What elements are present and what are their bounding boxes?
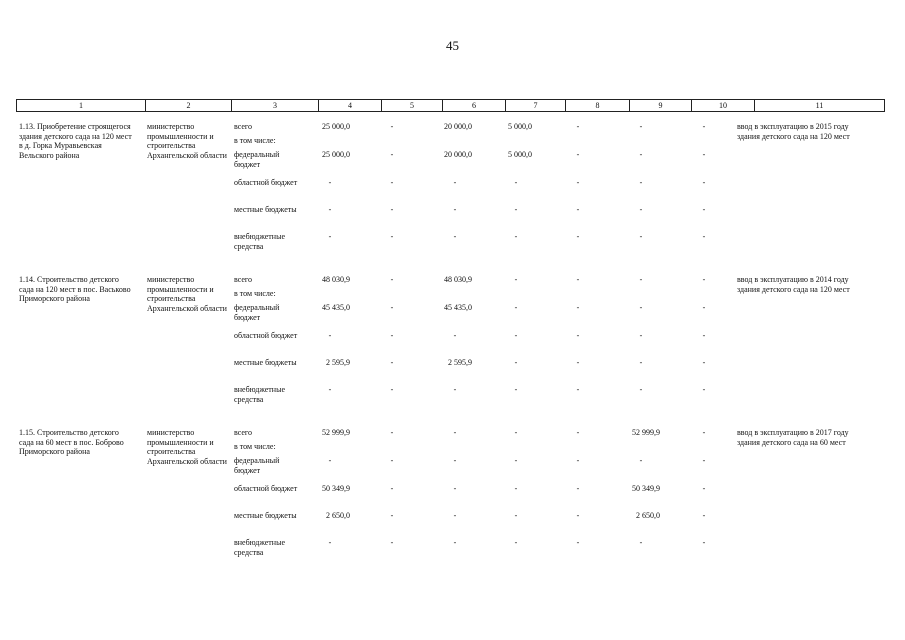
value-cell: 48 030,9 [444, 275, 472, 284]
value-cell: - [639, 275, 643, 284]
value-cell: - [576, 484, 580, 493]
column-header-3: 3 [231, 100, 318, 111]
value-cell: - [390, 385, 394, 394]
value-cell: - [702, 358, 706, 367]
value-cell: - [390, 538, 394, 547]
column-header-10: 10 [691, 100, 754, 111]
funding-source: областной бюджет [234, 484, 298, 493]
value-cell: - [328, 178, 332, 187]
value-cell: - [328, 205, 332, 214]
row-executor: министерство промышленности и строительства Архангельской области [147, 428, 227, 466]
value-cell: - [576, 331, 580, 340]
value-cell: - [390, 358, 394, 367]
value-cell: - [514, 484, 518, 493]
value-cell: 2 595,9 [448, 358, 472, 367]
value-cell: - [453, 484, 457, 493]
funding-source: местные бюджеты [234, 358, 297, 367]
value-cell: - [702, 428, 706, 437]
row-title: 1.14. Строительство детского сада на 120 мест в пос. Васьково Приморского района [19, 275, 131, 303]
value-cell: - [639, 232, 643, 241]
value-cell: 50 349,9 [632, 484, 660, 493]
value-cell: - [702, 150, 706, 159]
funding-source: внебюджетные средства [234, 385, 285, 404]
value-cell: - [453, 456, 457, 465]
value-cell: - [576, 358, 580, 367]
value-cell: - [702, 232, 706, 241]
value-cell: - [576, 178, 580, 187]
value-cell: 5 000,0 [508, 122, 532, 131]
value-cell: - [576, 232, 580, 241]
value-cell: - [514, 538, 518, 547]
funding-source: федеральный бюджет [234, 303, 280, 322]
row-result: ввод в эксплуатацию в 2014 году здания детского сада на 120 мест [737, 275, 850, 294]
value-cell: 45 435,0 [322, 303, 350, 312]
funding-source: всего [234, 122, 253, 131]
value-cell: 50 349,9 [322, 484, 350, 493]
value-cell: - [576, 385, 580, 394]
value-cell: - [639, 538, 643, 547]
funding-source: внебюджетные средства [234, 538, 285, 557]
value-cell: - [328, 385, 332, 394]
funding-source: областной бюджет [234, 331, 298, 340]
row-executor: министерство промышленности и строительства Архангельской области [147, 275, 227, 313]
value-cell: - [702, 178, 706, 187]
value-cell: - [390, 205, 394, 214]
value-cell: - [702, 303, 706, 312]
value-cell: - [576, 205, 580, 214]
value-cell: - [576, 150, 580, 159]
value-cell: 25 000,0 [322, 122, 350, 131]
value-cell: - [639, 456, 643, 465]
funding-source: в том числе: [234, 136, 276, 145]
column-header-1: 1 [79, 101, 83, 110]
value-cell: - [390, 150, 394, 159]
value-cell: 5 000,0 [508, 150, 532, 159]
column-header-6: 6 [442, 100, 505, 111]
column-header-11: 11 [754, 100, 884, 111]
value-cell: - [390, 178, 394, 187]
value-cell: - [453, 385, 457, 394]
funding-source: внебюджетные средства [234, 232, 285, 251]
value-cell: - [514, 178, 518, 187]
page-number: 45 [446, 38, 459, 53]
column-header-7: 7 [505, 100, 565, 111]
value-cell: - [390, 428, 394, 437]
value-cell: - [702, 511, 706, 520]
value-cell: - [639, 385, 643, 394]
table-header-row [16, 99, 885, 112]
value-cell: - [514, 303, 518, 312]
value-cell: - [390, 456, 394, 465]
value-cell: - [702, 484, 706, 493]
column-header-8: 8 [565, 100, 629, 111]
value-cell: - [453, 331, 457, 340]
value-cell: - [453, 232, 457, 241]
value-cell: - [453, 205, 457, 214]
value-cell: - [514, 275, 518, 284]
value-cell: - [576, 303, 580, 312]
value-cell: - [576, 538, 580, 547]
value-cell: - [453, 178, 457, 187]
column-header-4: 4 [318, 100, 381, 111]
value-cell: 2 650,0 [636, 511, 660, 520]
value-cell: - [328, 232, 332, 241]
value-cell: - [514, 331, 518, 340]
funding-source: всего [234, 428, 253, 437]
value-cell: - [514, 511, 518, 520]
value-cell: - [639, 303, 643, 312]
column-header-2: 2 [145, 100, 231, 111]
value-cell: - [702, 538, 706, 547]
funding-source: местные бюджеты [234, 205, 297, 214]
value-cell: - [639, 205, 643, 214]
funding-source: областной бюджет [234, 178, 298, 187]
value-cell: - [702, 385, 706, 394]
value-cell: - [576, 511, 580, 520]
value-cell: 20 000,0 [444, 122, 472, 131]
value-cell: - [453, 428, 457, 437]
value-cell: - [328, 331, 332, 340]
value-cell: - [702, 331, 706, 340]
value-cell: 52 999,9 [632, 428, 660, 437]
value-cell: - [514, 385, 518, 394]
value-cell: - [390, 511, 394, 520]
value-cell: 25 000,0 [322, 150, 350, 159]
value-cell: - [514, 232, 518, 241]
value-cell: - [639, 358, 643, 367]
value-cell: - [390, 484, 394, 493]
value-cell: - [514, 428, 518, 437]
row-result: ввод в эксплуатацию в 2015 году здания детского сада на 120 мест [737, 122, 850, 141]
value-cell: - [514, 358, 518, 367]
value-cell: - [702, 122, 706, 131]
value-cell: - [328, 456, 332, 465]
funding-source: федеральный бюджет [234, 456, 280, 475]
value-cell: 45 435,0 [444, 303, 472, 312]
funding-source: в том числе: [234, 442, 276, 451]
value-cell: - [328, 538, 332, 547]
value-cell: 48 030,9 [322, 275, 350, 284]
value-cell: - [453, 538, 457, 547]
value-cell: - [453, 511, 457, 520]
value-cell: - [702, 456, 706, 465]
column-header-5: 5 [381, 100, 442, 111]
value-cell: - [576, 456, 580, 465]
value-cell: - [390, 275, 394, 284]
row-result: ввод в эксплуатацию в 2017 году здания детского сада на 60 мест [737, 428, 849, 447]
row-title: 1.15. Строительство детского сада на 60 мест в пос. Боброво Приморского района [19, 428, 124, 456]
funding-source: федеральный бюджет [234, 150, 280, 169]
value-cell: 2 595,9 [326, 358, 350, 367]
row-executor: министерство промышленности и строительства Архангельской области [147, 122, 227, 160]
funding-source: всего [234, 275, 253, 284]
funding-source: местные бюджеты [234, 511, 297, 520]
value-cell: - [390, 232, 394, 241]
value-cell: - [576, 275, 580, 284]
value-cell: - [639, 178, 643, 187]
value-cell: - [390, 331, 394, 340]
value-cell: - [390, 122, 394, 131]
value-cell: 20 000,0 [444, 150, 472, 159]
value-cell: 52 999,9 [322, 428, 350, 437]
value-cell: - [639, 331, 643, 340]
value-cell: - [514, 456, 518, 465]
value-cell: - [576, 122, 580, 131]
funding-source: в том числе: [234, 289, 276, 298]
value-cell: - [639, 150, 643, 159]
value-cell: - [576, 428, 580, 437]
value-cell: - [702, 205, 706, 214]
row-title: 1.13. Приобретение строящегося здания детского сада на 120 мест в д. Горка Муравьевская Вельского района [19, 122, 132, 160]
value-cell: - [639, 122, 643, 131]
value-cell: - [514, 205, 518, 214]
value-cell: - [702, 275, 706, 284]
value-cell: - [390, 303, 394, 312]
column-header-9: 9 [629, 100, 691, 111]
value-cell: 2 650,0 [326, 511, 350, 520]
